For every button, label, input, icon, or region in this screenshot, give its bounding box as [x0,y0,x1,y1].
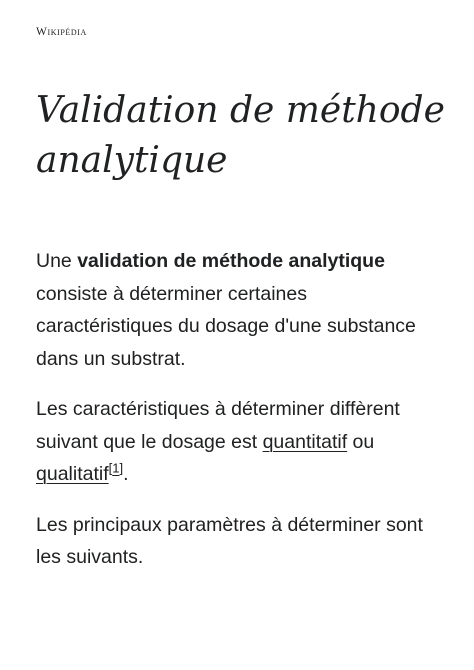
characteristics-text-middle: ou [347,430,375,453]
wikipedia-wordmark[interactable]: Wikipédia [36,26,87,38]
link-qualitatif[interactable]: qualitatif [36,463,109,485]
paragraph-intro [36,245,446,375]
intro-bold-term: validation de méthode analytique [77,250,385,272]
characteristics-text-start: Les caractéristiques à déterminer diffèrent suivant que le dosage est [36,398,400,453]
page-title: Validation de méthode analytique [36,90,445,181]
reference-open-bracket: [ [108,460,113,476]
reference-number[interactable]: 1 [112,460,120,476]
paragraph-parameters: Les principaux paramètres à déterminer sont les suivants. [36,513,423,568]
intro-text-end: consiste à déterminer certaines caractéristiques du dosage d'une substance dans un substrat. [36,282,416,370]
intro-text-start: Une [36,250,78,272]
article-body [36,245,446,592]
reference-1[interactable] [109,461,123,476]
characteristics-text-end: . [123,463,129,485]
link-quantitatif[interactable]: quantitatif [262,430,348,453]
paragraph-characteristics [36,393,446,491]
reference-close-bracket: ] [119,460,124,476]
